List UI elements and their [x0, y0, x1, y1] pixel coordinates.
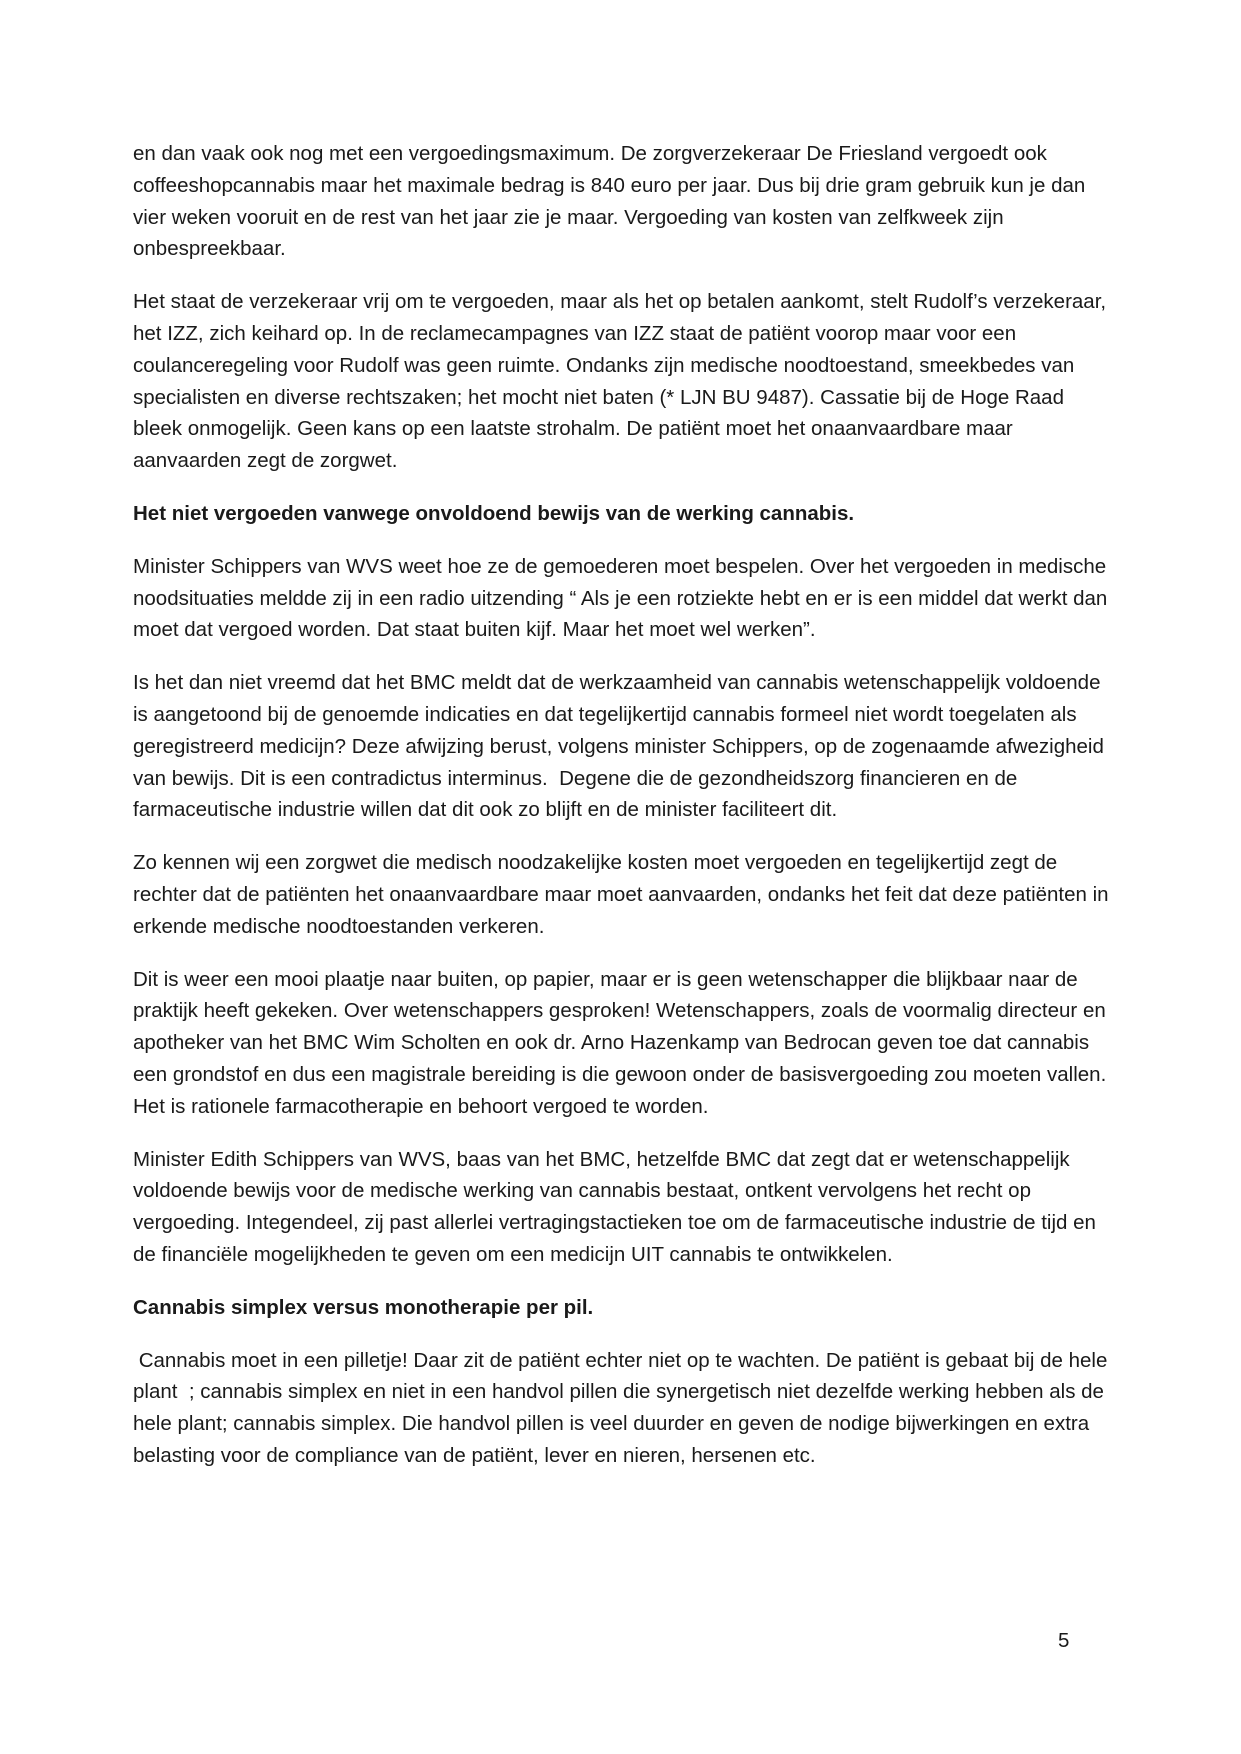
- paragraph-pilletje: Cannabis moet in een pilletje! Daar zit de patiënt echter niet op te wachten. De patiënt is gebaat bij de hele plant ; cannabis simplex en niet in een handvol pillen die synergetisch niet dezelfde werking hebben als de hele plant; cannabis simplex. Die handvol pillen is veel duurder en geven de nodige bijwerkingen en extra belasting voor de compliance van de patiënt, lever en nieren, hersenen etc.: [133, 1348, 1114, 1467]
- paragraph-zorgwet-rechter: Zo kennen wij een zorgwet die medisch noodzakelijke kosten moet vergoeden en tegelijkertijd zegt de rechter dat de patiënten het onaanvaardbare maar moet aanvaarden, ondanks het feit dat deze patiënten in erkende medische noodtoestanden verkeren.: [133, 851, 1115, 938]
- paragraph-minister-schippers-radio: Minister Schippers van WVS weet hoe ze de gemoederen moet bespelen. Over het vergoeden in medische noodsituaties meldde zij in een radio uitzending “ Als je een rotziekte hebt en er is een middel dat werkt dan moet dat vergoed worden. Dat staat buiten kijf. Maar het moet wel werken”.: [133, 554, 1114, 642]
- paragraph-edith-schippers-bmc: Minister Edith Schippers van WVS, baas van het BMC, hetzelfde BMC dat zegt dat er wetenschappelijk voldoende bewijs voor de medische werking van cannabis bestaat, ontkent vervolgens het recht op vergoeding. Integendeel, zij past allerlei vertragingstactieken toe om de farmaceutische industrie de tijd en de financiële mogelijkheden te geven om een medicijn UIT cannabis te ontwikkelen.: [133, 1147, 1102, 1266]
- section-heading-cannabis-simplex: Cannabis simplex versus monotherapie per pil.: [133, 1295, 594, 1319]
- document-body: [133, 138, 1113, 1493]
- paragraph-verzekeraar-izz: Het staat de verzekeraar vrij om te vergoeden, maar als het op betalen aankomt, stelt Rudolf’s verzekeraar, het IZZ, zich keihard op. In de reclamecampagnes van IZZ staat de patiënt voorop maar voor een coulanceregeling voor Rudolf was geen ruimte. Ondanks zijn medische noodtoestand, smeekbedes van specialisten en diverse rechtszaken; het mocht niet baten (* LJN BU 9487). Cassatie bij de Hoge Raad bleek onmogelijk. Geen kans op een laatste strohalm. De patiënt moet het onaanvaardbare maar aanvaarden zegt de zorgwet.: [133, 290, 1112, 473]
- section-heading-niet-vergoeden: Het niet vergoeden vanwege onvoldoend bewijs van de werking cannabis.: [133, 501, 855, 525]
- page-number: 5: [1058, 1629, 1070, 1652]
- paragraph-vergoedingsmaximum: en dan vaak ook nog met een vergoedingsmaximum. De zorgverzekeraar De Friesland vergoedt ook coffeeshopcannabis maar het maximale bedrag is 840 euro per jaar. Dus bij drie gram gebruik kun je dan vier weken vooruit en de rest van het jaar zie je maar. Vergoeding van kosten van zelfkweek zijn onbespreekbaar.: [133, 142, 1091, 261]
- paragraph-bmc-werkzaamheid: Is het dan niet vreemd dat het BMC meldt dat de werkzaamheid van cannabis wetenschappelijk voldoende is aangetoond bij de genoemde indicaties en dat tegelijkertijd cannabis formeel niet wordt toegelaten als geregistreerd medicijn? Deze afwijzing berust, volgens minister Schippers, op de zogenaamde afwezigheid van bewijs. Dit is een contradictus interminus. Degene die de gezondheidszorg financieren en de farmaceutische industrie willen dat dit ook zo blijft en de minister faciliteert dit.: [133, 671, 1110, 822]
- paragraph-wetenschappers: Dit is weer een mooi plaatje naar buiten, op papier, maar er is geen wetenschapper die blijkbaar naar de praktijk heeft gekeken. Over wetenschappers gesproken! Wetenschappers, zoals de voormalig directeur en apotheker van het BMC Wim Scholten en ook dr. Arno Hazenkamp van Bedrocan geven toe dat cannabis een grondstof en dus een magistrale bereiding is die gewoon onder de basisvergoeding zou moeten vallen. Het is rationele farmacotherapie en behoort vergoed te worden.: [133, 967, 1112, 1118]
